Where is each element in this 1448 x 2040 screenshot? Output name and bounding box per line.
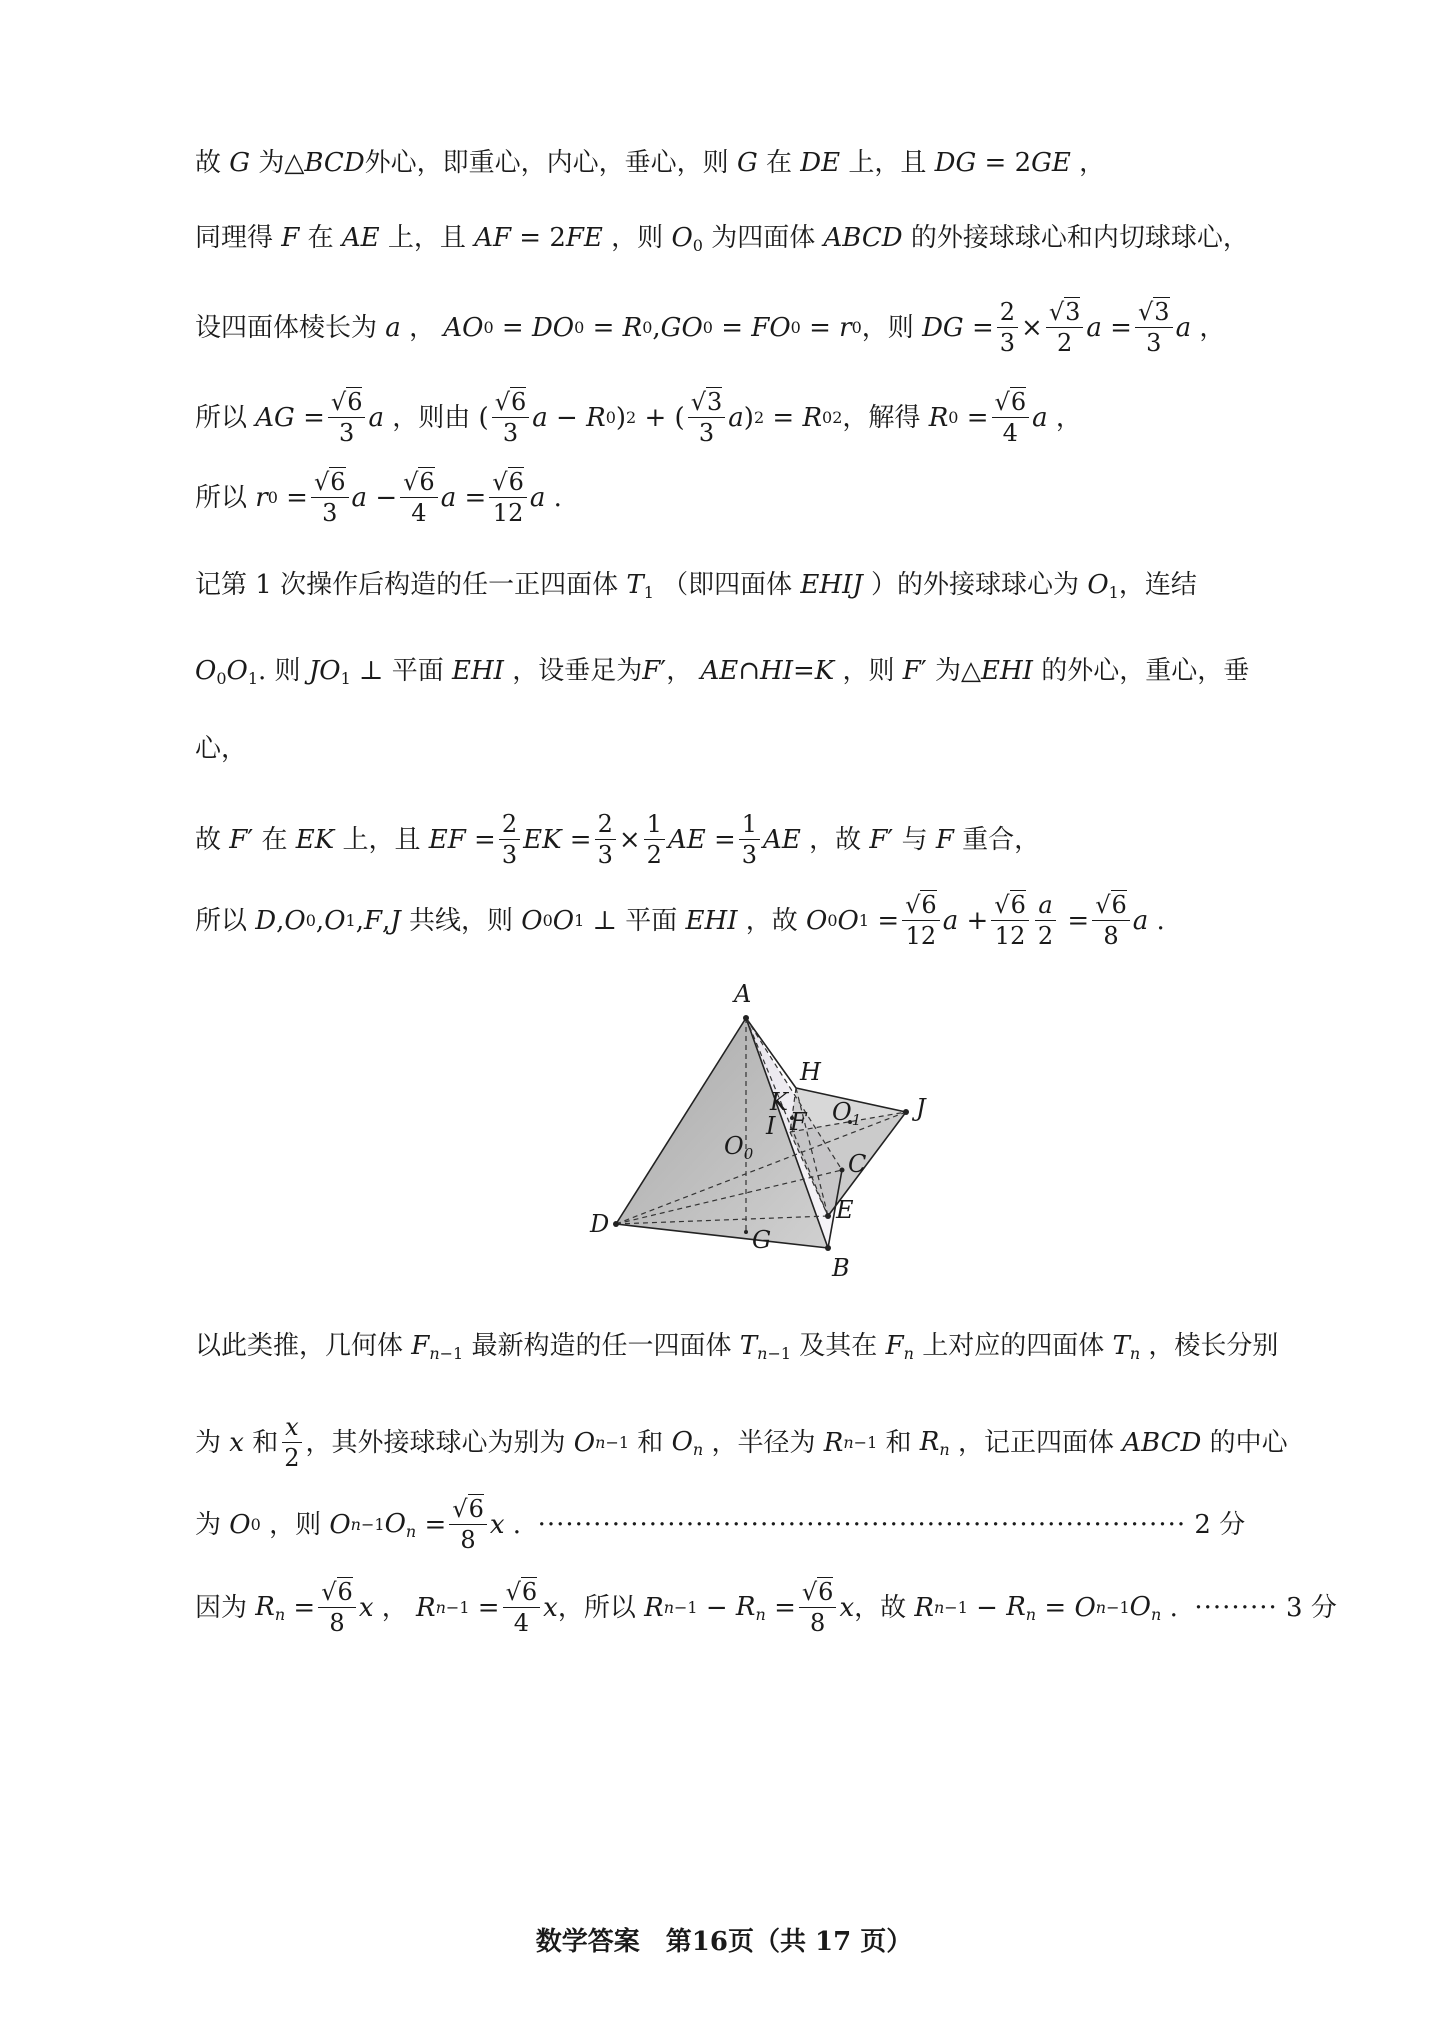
text-line-14: 因为 $R_n$ = $\frac{√6}{8}$ x ， R n−1 = $\frac{√6}{4}$ x ，所以 R n−1 − $R_n$ = $\frac{√6}{8}$ x ，故 R n−1 − $R_n$ = O n−1 $O_n$ . ········· 3 分 xyxy=(195,1578,1337,1638)
label-D: D xyxy=(590,1210,610,1238)
label-F: F xyxy=(790,1108,807,1136)
text-line-2: 同理得 F 在 AE 上，且 AF = 2FE ，则 $O_0$ 为四面体 ABCD 的外接球球心和内切球球心， xyxy=(195,223,1249,255)
label-E: E xyxy=(836,1196,854,1224)
text-line-5: 所以 r 0 = $\frac{√6}{3}$ a − $\frac{√6}{4}$ a = $\frac{√6}{12}$ a . xyxy=(195,468,562,528)
text-line-10: 所以 D , O 0 , O 1 , F , J 共线，则 O 0 O 1 ⊥ 平面 EHI ，故 O 0 O 1 = $\frac{√6}{12}$ a + $\frac{√6}{12}$ $\frac{a}{2}$ = $\frac{√6}{8}$ a . xyxy=(195,891,1165,951)
label-J: J xyxy=(916,1094,926,1122)
label-O1: $O_1$ xyxy=(832,1098,862,1129)
text-line-13: 为 O 0 ，则 O n−1 $O_n$ = $\frac{√6}{8}$ x . ······································································ 2 分 xyxy=(195,1495,1246,1555)
text-line-4: 所以 AG = $\frac{√6}{3}$ a ，则由 ( $\frac{√6}{3}$ a − R 0 ) 2 + ( $\frac{√3}{3}$ a ) 2 = R 0 2 ，解得 R 0 = $\frac{√6}{4}$ a ， xyxy=(195,388,1082,448)
text-line-6: 记第 1 次操作后构造的任一正四面体 $T_1$ （即四面体 EHIJ ）的外接球球心为 $O_1$，连结 xyxy=(195,570,1197,602)
score-3: 3 分 xyxy=(1286,1593,1337,1624)
tetrahedron-diagram xyxy=(560,970,960,1300)
text-line-9: 故 F ′ 在 EK 上，且 EF = $\frac{2}{3}$ EK = $\frac{2}{3}$ × $\frac{1}{2}$ AE = $\frac{1}{3}$ AE ，故 F ′ 与 F 重合， xyxy=(195,810,1041,870)
text-line-12: 为 x 和 $\frac{x}{2}$ ，其外接球球心为别为 O n−1 和 $O_n$ ，半径为 R n−1 和 $R_n$ ，记正四面体 ABCD 的中心 xyxy=(195,1413,1288,1473)
text-line-8: 心， xyxy=(195,734,248,764)
tetrahedron-figure xyxy=(560,970,960,1300)
label-I: I xyxy=(766,1112,776,1140)
text-line-1: 故 G 为△BCD外心，即重心，内心，垂心，则 G 在 DE 上，且 DG = 2GE ， xyxy=(195,148,1106,178)
label-C: C xyxy=(848,1150,867,1178)
text-line-7: $O_0O_1$. 则 $JO_1$ ⊥ 平面 EHI ，设垂足为F′， AE∩HI=K ，则 F′ 为△EHI 的外心，重心，垂 xyxy=(195,656,1250,688)
label-K: K xyxy=(770,1088,788,1116)
text-line-3: 设四面体棱长为 a ， AO 0 = DO 0 = R 0 , GO 0 = FO 0 = r 0 ，则 DG = $\frac{2}{3}$ × $\frac{√3}{2}$ a = $\frac{√3}{3}$ a ， xyxy=(195,298,1226,358)
label-O0: $O_0$ xyxy=(724,1132,754,1163)
label-G: G xyxy=(752,1226,772,1254)
page-footer: 数学答案 第16页（共 17 页） xyxy=(535,1927,913,1957)
label-A: A xyxy=(734,980,752,1008)
text-line-11: 以此类推，几何体 $F_{n-1}$ 最新构造的任一四面体 $T_{n-1}$ 及其在 $F_n$ 上对应的四面体 $T_n$ ，棱长分别 xyxy=(195,1331,1279,1363)
label-H: H xyxy=(800,1058,821,1086)
score-2: 2 分 xyxy=(1194,1510,1246,1541)
label-B: B xyxy=(832,1254,850,1282)
